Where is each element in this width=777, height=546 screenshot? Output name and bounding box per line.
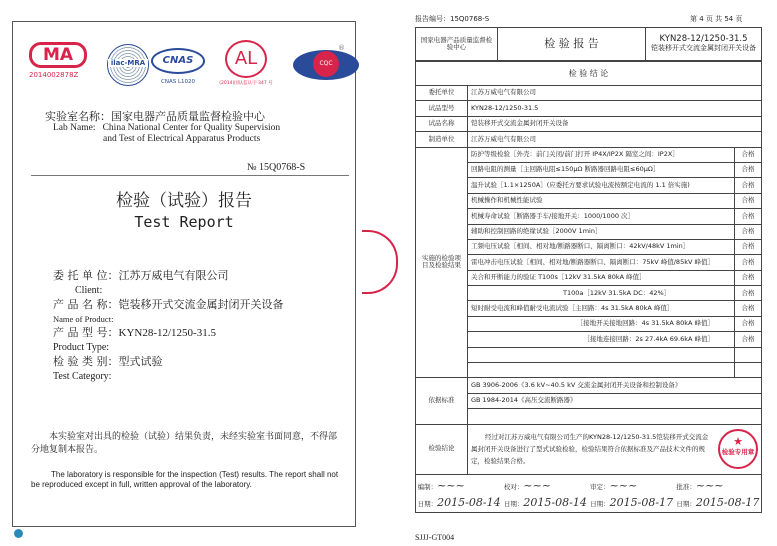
notice-en: The laboratory is responsible for the inspection (Test) results. The report shall not be reproduced except in full, written approval of the laboratory. — [31, 470, 339, 489]
client-field: 委 托 单 位：江苏万威电气有限公司 Client: — [53, 269, 229, 296]
test-item: T100a［12kV 31.5kA DC：42%］ — [468, 286, 735, 301]
lab-name-en: Lab Name: China National Center for Quality Supervision and Test of Electrical Apparatus Products — [53, 123, 281, 144]
test-result: 合格 — [735, 239, 762, 254]
registered-mark: ® — [338, 44, 345, 52]
test-item: 工频电压试验［相间、相对地/断路器断口、隔离断口：42kV/48kV 1min］ — [468, 239, 735, 254]
cal-logo: AL (2014)国认监认字 347 号 — [213, 40, 279, 86]
corner-mark-icon — [14, 529, 23, 538]
test-item — [468, 363, 735, 378]
test-row — [416, 332, 762, 347]
form-code: SJJJ-GT004 — [415, 533, 455, 542]
standard-item — [468, 409, 762, 424]
info-label: 制造单位 — [416, 132, 468, 147]
info-label: 试品型号 — [416, 101, 468, 116]
page-info: 第 4 页 共 54 页 — [690, 15, 743, 23]
cnas-logo: CNAS CNAS L1020 — [151, 48, 205, 85]
ilac-mra-logo: ilac-MRA — [107, 44, 149, 86]
test-item: ［接地连接回路：2s 27.4kA 69.6kA 峰值］ — [468, 332, 735, 347]
header-right: KYN28-12/1250-31.5 铠装移开式交流金属封闭开关设备 — [646, 28, 762, 61]
standard-row — [416, 409, 762, 424]
test-result: 合格 — [735, 178, 762, 193]
seal-fragment — [362, 230, 398, 294]
test-row — [416, 224, 762, 239]
test-result: 合格 — [735, 209, 762, 224]
test-row — [416, 147, 762, 162]
info-value: 江苏万威电气有限公司 — [468, 86, 762, 101]
test-row — [416, 162, 762, 177]
test-result — [735, 363, 762, 378]
info-row — [416, 101, 762, 116]
test-row — [416, 239, 762, 254]
test-item: 温升试验［1.1×1250A］(应委托方要求试验电流按额定电流的 1.1 倍实施) — [468, 178, 735, 193]
info-value: 江苏万威电气有限公司 — [468, 132, 762, 147]
handwritten-signature: ~~~ — [695, 478, 724, 492]
info-row — [416, 86, 762, 101]
test-row — [416, 209, 762, 224]
signature-block: 编制：~~~ 日期：2015-08-14 — [417, 478, 501, 509]
inspection-seal: ★ 检验专用章 — [718, 429, 758, 469]
standard-item: GB 1984-2014《高压交流断路器》 — [468, 393, 762, 408]
test-item: 雷电冲击电压试验［相间、相对地/断路器断口、隔离断口：75kV 峰值/85kV 峰值］ — [468, 255, 735, 270]
conclusion-table — [415, 61, 762, 513]
signatures — [416, 474, 762, 512]
test-row — [416, 347, 762, 362]
standards-label: 依据标准 — [416, 378, 468, 424]
info-row — [416, 132, 762, 147]
info-row — [416, 116, 762, 131]
header-left: 国家电器产品质量监督检验中心 — [416, 28, 498, 61]
test-result: 合格 — [735, 147, 762, 162]
test-item: 机械操作和机械性能试验 — [468, 193, 735, 208]
test-row — [416, 316, 762, 331]
section-title: 检 验 结 论 — [416, 62, 762, 86]
test-row — [416, 193, 762, 208]
report-title-cn: 检验（试验）报告 — [116, 191, 252, 211]
test-result: 合格 — [735, 332, 762, 347]
test-item: 机械寿命试验［断路器手车/接地开关：1000/1000 次］ — [468, 209, 735, 224]
standard-row — [416, 393, 762, 408]
test-item: 关合和开断能力的验证 T100s［12kV 31.5kA 80kA 峰值］ — [468, 270, 735, 285]
header-table — [415, 27, 762, 61]
test-result: 合格 — [735, 270, 762, 285]
divider — [31, 175, 349, 176]
signature-block: 校对：~~~ 日期：2015-08-14 — [503, 478, 587, 509]
test-item: 回路电阻的测量［主回路电阻≤150μΩ 断路器回路电阻≤60μΩ］ — [468, 162, 735, 177]
info-label: 委托单位 — [416, 86, 468, 101]
page-report-number: 报告编号：15Q0768-S — [415, 15, 490, 23]
test-item — [468, 347, 735, 362]
handwritten-signature: ~~~ — [609, 478, 638, 492]
info-value: KYN28-12/1250-31.5 — [468, 101, 762, 116]
tests-label: 实施的检验项目及检验结果 — [416, 147, 468, 378]
standard-item: GB 3906-2006《3.6 kV~40.5 kV 交流金属封闭开关设备和控制设备》 — [468, 378, 762, 393]
test-result: 合格 — [735, 301, 762, 316]
signature-block: 批准：~~~ 日期：2015-08-17 — [676, 478, 760, 509]
product-name-field: 产 品 名 称：铠装移开式交流金属封闭开关设备 Name of Product: — [53, 298, 284, 324]
cqc-logo: CQC — [293, 50, 359, 80]
test-category-field: 检 验 类 别：型式试验 Test Category: — [53, 355, 163, 382]
lab-name-cn: 实验室名称：国家电器产品质量监督检验中心 — [45, 110, 265, 123]
notice-cn: 本实验室对出具的检验（试验）结果负责，未经实验室书面同意，不得部分地复制本报告。 — [31, 432, 338, 455]
test-result: 合格 — [735, 162, 762, 177]
conclusion-text: 经过对江苏万威电气有限公司生产的KYN28-12/1250-31.5铠装移开式交流金属封闭开关设备进行了型式试验检验，检验结果符合依据标准及产品技术文件的规定，检验结果合格。 ★ 检验专用章 — [468, 424, 762, 474]
signature-block: 审定：~~~ 日期：2015-08-17 — [590, 478, 674, 509]
conclusion-label: 检验结论 — [416, 424, 468, 474]
handwritten-signature: ~~~ — [523, 478, 552, 492]
test-item: 防护等级检验［外壳：前门关闭/前门打开 IP4X/IP2X 隔室之间：IP2X］ — [468, 147, 735, 162]
test-item: ［接地开关接地回路：4s 31.5kA 80kA 峰值］ — [468, 316, 735, 331]
test-result: 合格 — [735, 224, 762, 239]
report-title-en: Test Report — [134, 213, 234, 231]
test-row — [416, 301, 762, 316]
star-icon: ★ — [733, 435, 743, 449]
info-value: 铠装移开式交流金属封闭开关设备 — [468, 116, 762, 131]
test-item: 短时耐受电流和峰值耐受电流试验［主回路：4s 31.5kA 80kA 峰值］ — [468, 301, 735, 316]
cma-logo: MA 2014002878Z — [29, 42, 87, 79]
report-number: № 15Q0768-S — [247, 162, 306, 173]
header-center: 检 验 报 告 — [498, 28, 646, 61]
test-result: 合格 — [735, 255, 762, 270]
test-result: 合格 — [735, 316, 762, 331]
test-row — [416, 286, 762, 301]
test-result: 合格 — [735, 286, 762, 301]
report-page — [415, 27, 762, 513]
handwritten-signature: ~~~ — [437, 478, 465, 492]
info-label: 试品名称 — [416, 116, 468, 131]
standard-row — [416, 378, 762, 393]
test-row — [416, 270, 762, 285]
test-result: 合格 — [735, 193, 762, 208]
test-row — [416, 363, 762, 378]
test-row — [416, 178, 762, 193]
test-result — [735, 347, 762, 362]
test-item: 辅助和控制回路的绝缘试验［2000V 1min］ — [468, 224, 735, 239]
test-row — [416, 255, 762, 270]
product-type-field: 产 品 型 号：KYN28-12/1250-31.5 Product Type: — [53, 326, 216, 353]
cover-page — [12, 21, 356, 527]
